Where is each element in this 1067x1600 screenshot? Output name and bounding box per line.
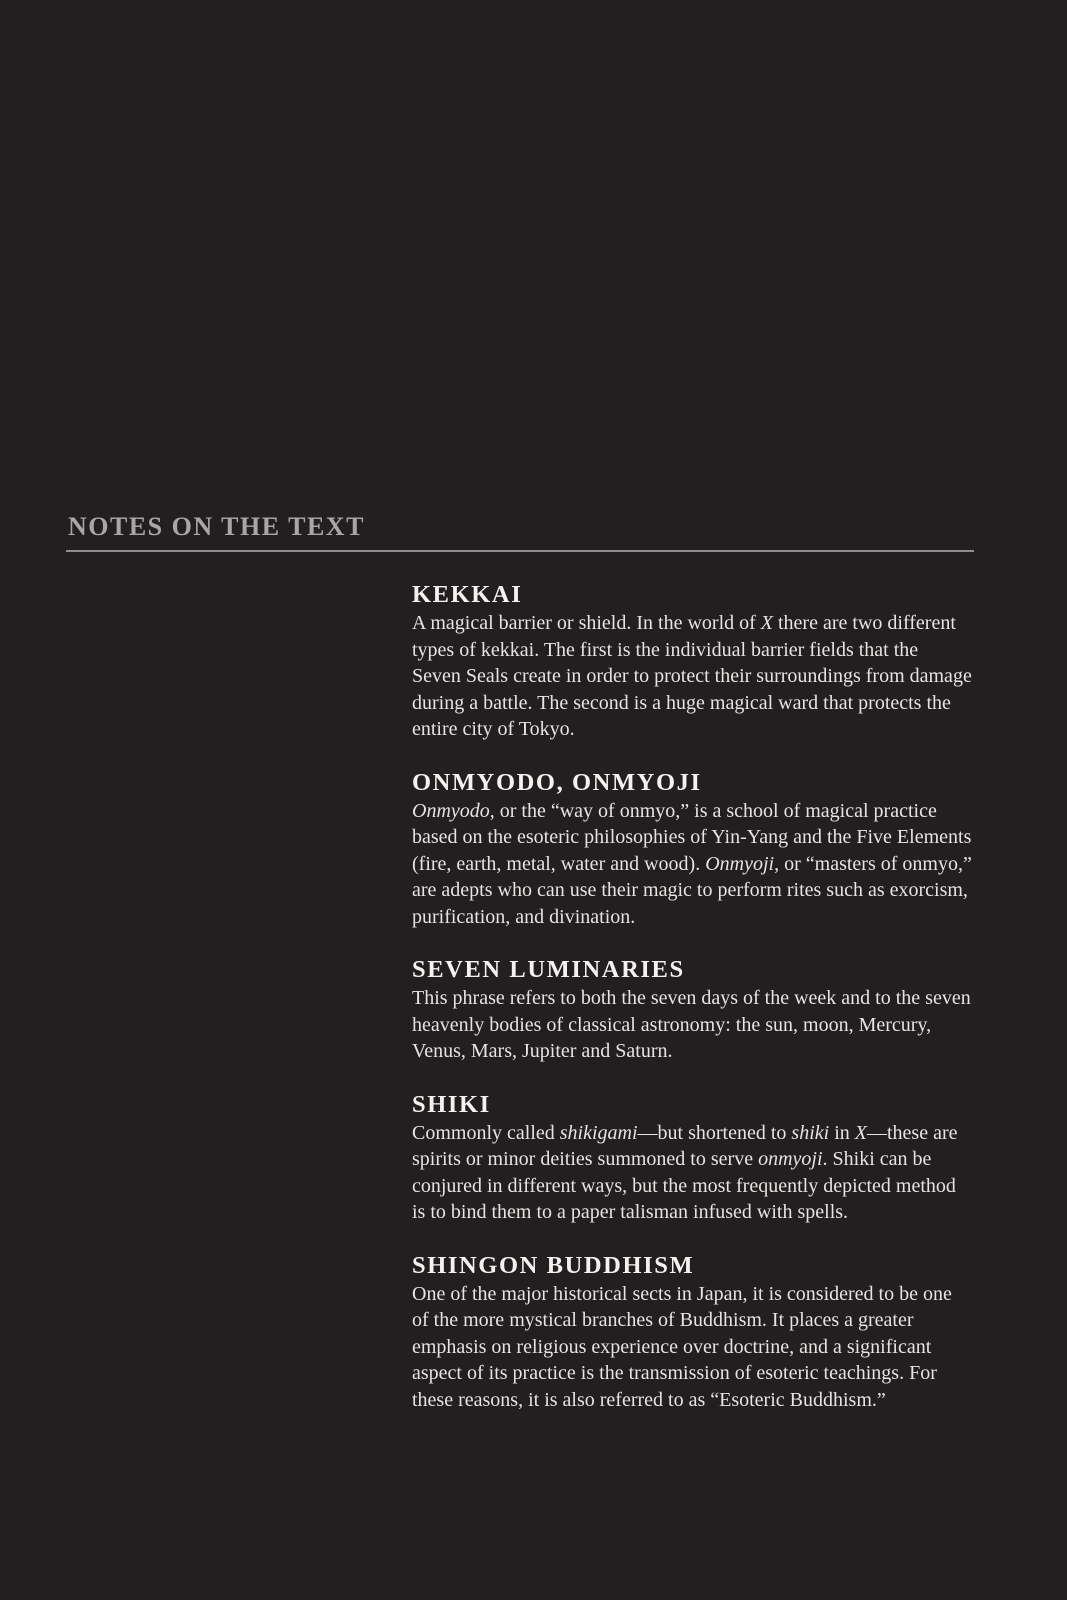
glossary-term: ONMYODO, ONMYOJI	[412, 768, 702, 796]
glossary-definition	[412, 1281, 972, 1414]
italic-term: Onmyodo	[412, 799, 490, 822]
glossary-definition	[412, 1120, 972, 1226]
italic-term: shikigami	[559, 1121, 638, 1144]
italic-term: shiki	[791, 1121, 830, 1144]
definition-text: Commonly called	[412, 1121, 560, 1144]
section-title: NOTES ON THE TEXT	[68, 512, 365, 541]
glossary-entry	[412, 580, 972, 743]
definition-text: , or the “way of onmyo,” is a school of magical practice based on the esoteric philosophies of Yin-Yang and the Five Elements (fire, earth, metal, water and wood).	[412, 799, 972, 875]
italic-term: X	[854, 1121, 867, 1144]
definition-text: —these are spirits or minor deities summoned to serve	[412, 1121, 958, 1170]
definition-text: in	[829, 1121, 855, 1144]
definition-text: A magical barrier or shield. In the world of	[412, 612, 761, 634]
definition-text: , or “masters of onmyo,” are adepts who can use their magic to perform rites such as exorcism, purification, and divination.	[412, 852, 972, 928]
glossary-definition	[412, 985, 972, 1065]
notes-section-header	[66, 512, 974, 552]
section-divider	[66, 550, 974, 552]
glossary-entry	[412, 955, 972, 1065]
glossary-term: SEVEN LUMINARIES	[412, 956, 685, 983]
glossary-entry	[412, 768, 972, 931]
definition-text: —but shortened to	[637, 1121, 792, 1144]
glossary-entry	[412, 1090, 972, 1226]
glossary-term: KEKKAI	[412, 581, 523, 608]
definition-text: . Shiki can be conjured in different ways, but the most frequently depicted method is to bind them to a paper talisman infused with spells.	[412, 1148, 956, 1223]
glossary-list	[412, 580, 972, 1438]
glossary-definition	[412, 798, 972, 931]
italic-term: Onmyoji	[705, 852, 775, 875]
glossary-term: SHIKI	[412, 1090, 491, 1118]
glossary-term: SHINGON BUDDHISM	[412, 1251, 695, 1279]
glossary-entry	[412, 1251, 972, 1414]
definition-text: there are two different types of kekkai. The first is the individual barrier fields that the Seven Seals create in order to protect their surroundings from damage during a battle. The second is a huge magical ward that protects the entire city of Tokyo.	[412, 612, 972, 740]
definition-text: One of the major historical sects in Japan, it is considered to be one of the more mystical branches of Buddhism. It places a greater emphasis on religious experience over doctrine, and a significant aspect of its practice is the transmission of esoteric teachings. For these reasons, it is also referred to as “Esoteric Buddhism.”	[412, 1282, 952, 1411]
italic-term: X	[760, 612, 773, 634]
italic-term: onmyoji	[758, 1148, 823, 1170]
glossary-definition	[412, 610, 972, 743]
definition-text: This phrase refers to both the seven days of the week and to the seven heavenly bodies of classical astronomy: the sun, moon, Mercury, Venus, Mars, Jupiter and Saturn.	[412, 987, 971, 1062]
